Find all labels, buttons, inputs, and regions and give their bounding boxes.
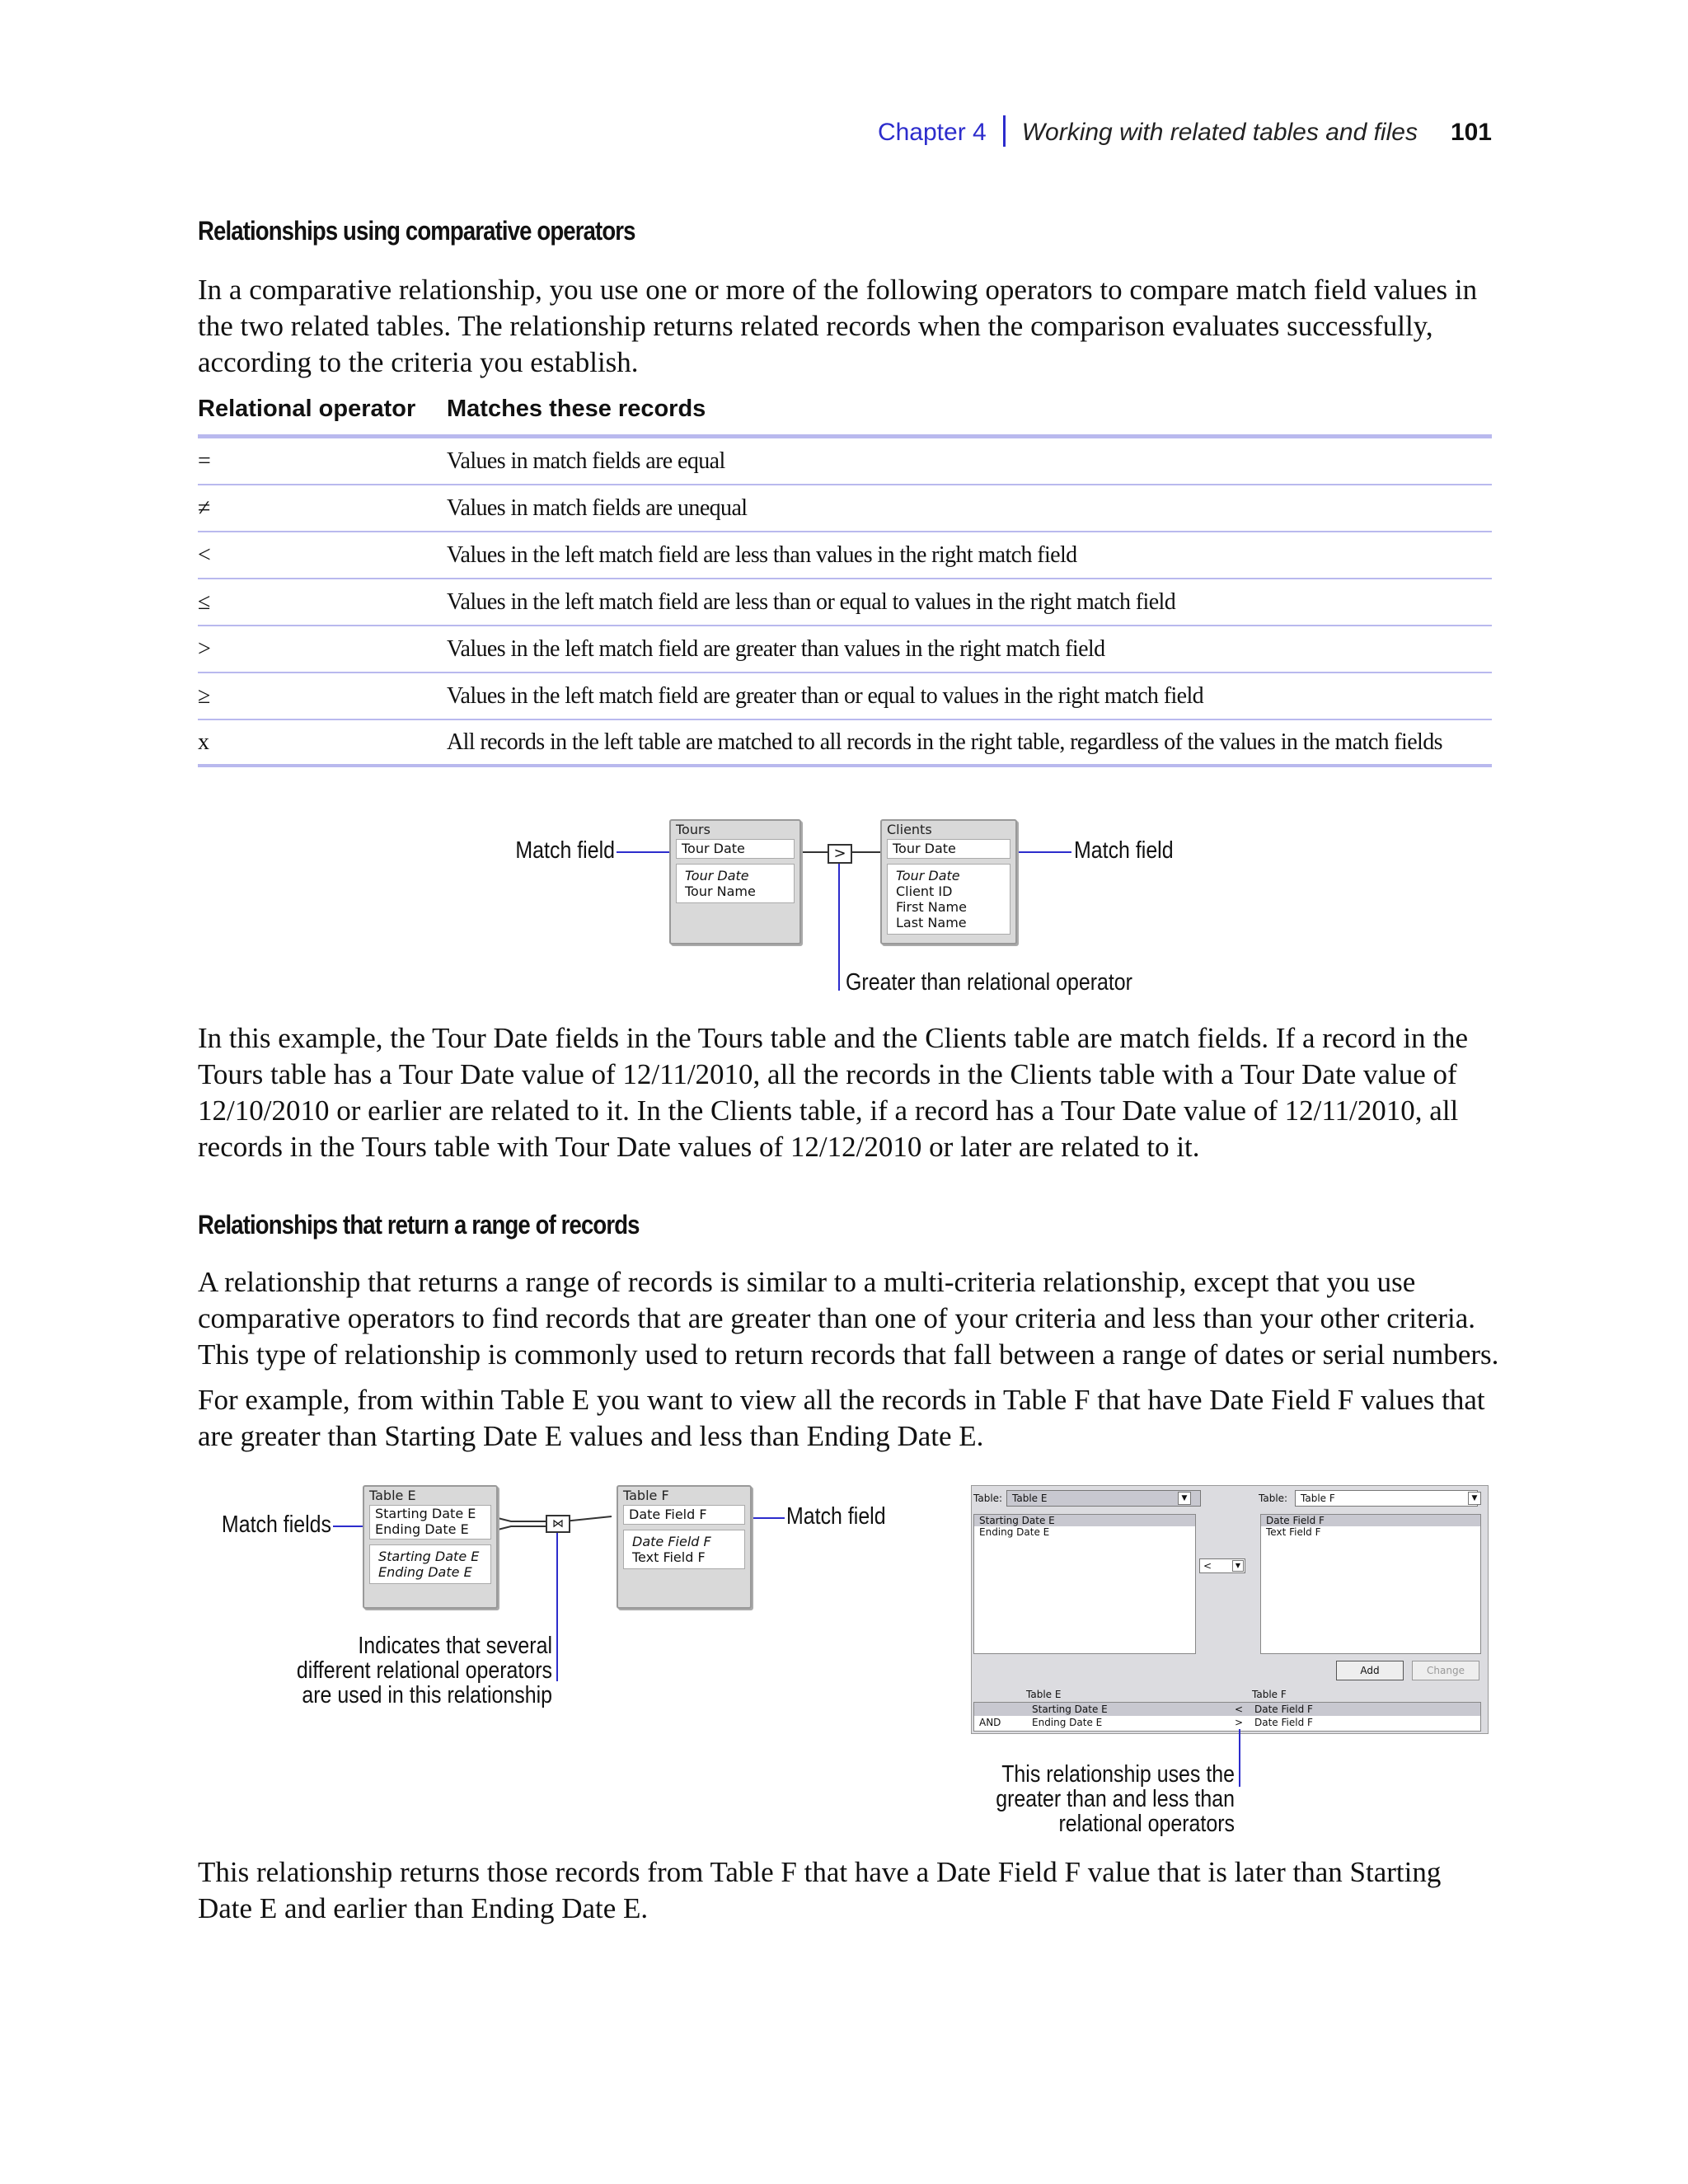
- chevron-down-icon[interactable]: ▼: [1468, 1492, 1481, 1505]
- add-button[interactable]: Add: [1336, 1661, 1404, 1680]
- callout-greater-than: Greater than relational operator: [846, 969, 1132, 996]
- field-item: Tour Date: [685, 868, 749, 883]
- description-cell: Values in match fields are unequal: [447, 494, 748, 521]
- clients-match-field: Tour Date: [887, 839, 1010, 859]
- operator-cell: ≤: [198, 588, 210, 615]
- criteria-col-left: Table E: [1026, 1689, 1062, 1700]
- chapter-label: Chapter 4: [877, 119, 987, 146]
- operator-cell: =: [198, 448, 211, 474]
- callout-several-operators: Indicates that several different relational operators are used in this relationship: [296, 1633, 552, 1708]
- operator-select[interactable]: <: [1199, 1558, 1245, 1573]
- description-cell: Values in the left match field are less than values in the right match field: [447, 541, 1077, 568]
- header-matches: Matches these records: [447, 396, 706, 422]
- field-item: First Name: [896, 899, 967, 915]
- field-item: Ending Date E: [378, 1564, 472, 1580]
- tours-table-title: Tours: [676, 822, 710, 837]
- description-cell: Values in the left match field are greater than values in the right match field: [447, 635, 1105, 662]
- operator-cell: <: [198, 541, 211, 568]
- change-button[interactable]: Change: [1412, 1661, 1479, 1680]
- operator-cell: ≠: [198, 494, 210, 521]
- clients-table-title: Clients: [887, 822, 932, 837]
- field-item: Tour Date: [896, 868, 960, 883]
- operator-cell: x: [198, 729, 209, 755]
- callout-dialog-operators: This relationship uses the greater than and less than relational operators: [996, 1761, 1235, 1837]
- criteria-left: Starting Date E: [1032, 1704, 1108, 1715]
- intro-paragraph: In a comparative relationship, you use one or more of the following operators to compare match field values in the two related tables. The relationship returns related records when the comparison evaluates successfully, according to the criteria you establish.: [198, 274, 1478, 378]
- field-item: Client ID: [896, 883, 953, 899]
- field-item: Ending Date E: [375, 1521, 469, 1537]
- field-item: Tour Name: [685, 883, 756, 899]
- right-table-label: Table:: [1259, 1493, 1288, 1504]
- criteria-op: <: [1235, 1704, 1244, 1715]
- table-f-title: Table F: [623, 1488, 669, 1503]
- criteria-left: Ending Date E: [1032, 1717, 1103, 1728]
- description-cell: All records in the left table are matched to all records in the right table, regardless of the values in the match fields: [447, 729, 1442, 755]
- left-table-label: Table:: [973, 1493, 1003, 1504]
- range-paragraph-2: For example, from within Table E you want to view all the records in Table F that have Date Field F values that are greater than Starting Date E values and less than Ending Date E.: [198, 1384, 1485, 1452]
- list-item[interactable]: Date Field F: [1261, 1515, 1480, 1526]
- left-table-select[interactable]: Table E: [1006, 1490, 1201, 1507]
- chevron-down-icon[interactable]: ▼: [1178, 1492, 1191, 1505]
- callout-match-fields: Match fields: [221, 1511, 331, 1538]
- range-paragraph-1: A relationship that returns a range of records is similar to a multi-criteria relationship, except that you use comparative operators to find records that are greater than one of your criteria and less than your other criteria. This type of relationship is commonly used to return records that fall between a range of dates or serial numbers.: [198, 1266, 1499, 1371]
- field-item: Text Field F: [632, 1549, 706, 1565]
- description-cell: Values in match fields are equal: [447, 448, 725, 474]
- closing-paragraph: This relationship returns those records from Table F that have a Date Field F value that is later than Starting Date E and earlier than Ending Date E.: [198, 1856, 1442, 1924]
- field-item: Last Name: [896, 915, 967, 930]
- tours-match-field: Tour Date: [676, 839, 795, 859]
- operator-cell: ≥: [198, 682, 210, 709]
- field-item: Starting Date E: [375, 1506, 476, 1521]
- chevron-down-icon[interactable]: ▼: [1232, 1560, 1244, 1572]
- description-cell: Values in the left match field are less than or equal to values in the right match field: [447, 588, 1176, 615]
- list-item[interactable]: Starting Date E: [974, 1515, 1195, 1526]
- table-f-match-field: Date Field F: [623, 1505, 745, 1525]
- criteria-right: Date Field F: [1254, 1704, 1313, 1715]
- operator-cell: >: [198, 635, 211, 662]
- page-number: 101: [1450, 119, 1492, 146]
- operator-greater-than-icon: >: [828, 844, 852, 864]
- section-heading-range: Relationships that return a range of records: [198, 1210, 640, 1240]
- criteria-col-right: Table F: [1252, 1689, 1287, 1700]
- header-operator: Relational operator: [198, 396, 416, 422]
- criteria-op: >: [1235, 1717, 1244, 1728]
- field-item: Starting Date E: [378, 1549, 480, 1564]
- right-table-select[interactable]: Table F: [1295, 1490, 1478, 1507]
- criteria-conj: AND: [979, 1717, 1001, 1728]
- field-item: Date Field F: [632, 1534, 711, 1549]
- description-cell: Values in the left match field are greater than or equal to values in the right match field: [447, 682, 1204, 709]
- callout-match-field-f: Match field: [786, 1503, 886, 1530]
- callout-match-field-left: Match field: [515, 837, 615, 864]
- list-item[interactable]: Ending Date E: [979, 1526, 1050, 1538]
- section-heading-comparative: Relationships using comparative operators: [198, 216, 635, 246]
- callout-match-field-right: Match field: [1074, 837, 1174, 864]
- chapter-title: Working with related tables and files: [1021, 119, 1418, 146]
- list-item[interactable]: Text Field F: [1266, 1526, 1321, 1538]
- table-e-title: Table E: [369, 1488, 416, 1503]
- multiple-operators-icon: ⋈: [546, 1515, 570, 1533]
- criteria-right: Date Field F: [1254, 1717, 1313, 1728]
- example-paragraph: In this example, the Tour Date fields in the Tours table and the Clients table are match fields. If a record in the Tours table has a Tour Date value of 12/11/2010, all the records in the Clients table with a Tour Date value of 12/10/2010 or earlier are related to it. In the Clients table, if a record has a Tour Date value of 12/11/2010, all records in the Tours table with Tour Date values of 12/12/2010 or later are related to it.: [198, 1022, 1469, 1163]
